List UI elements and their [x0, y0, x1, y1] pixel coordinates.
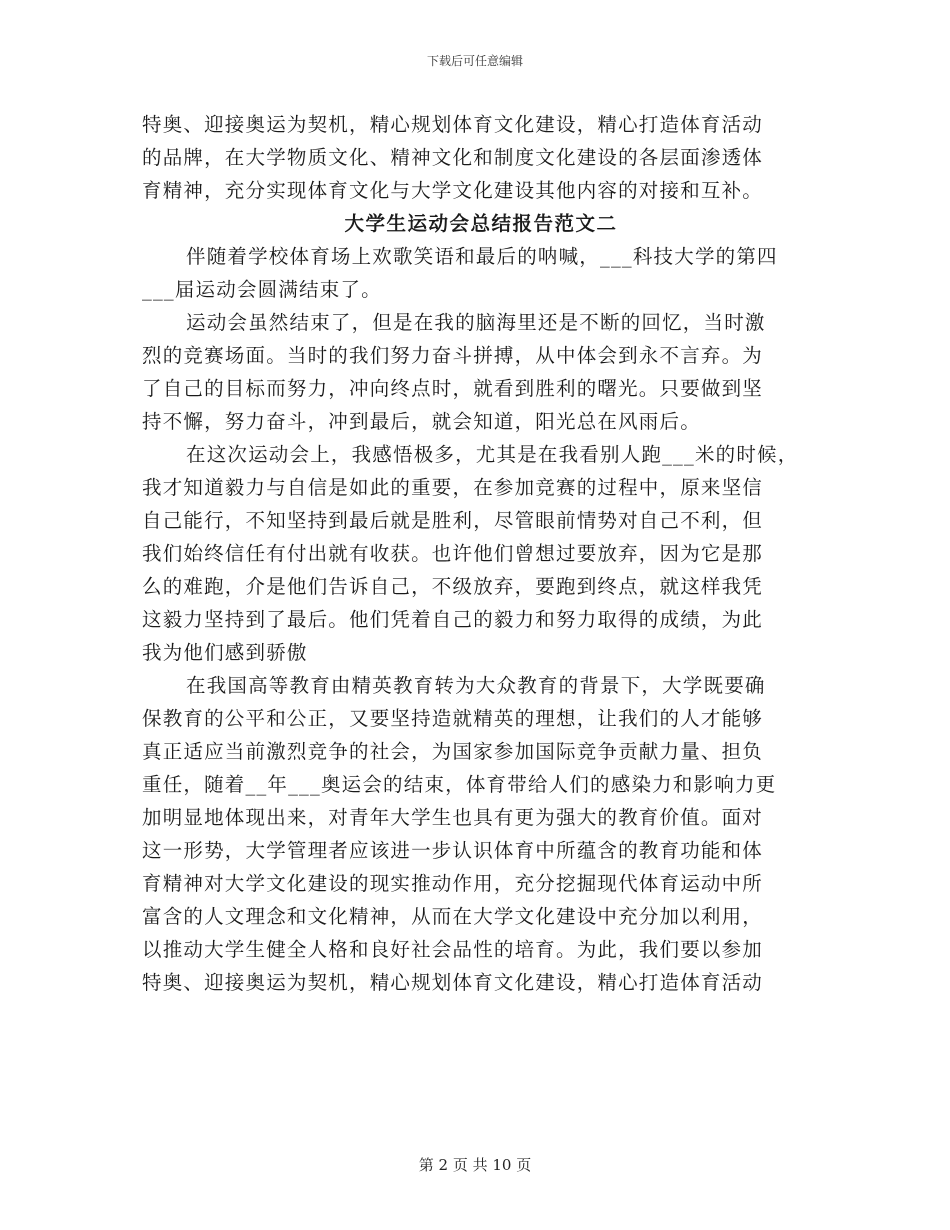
page-header: 下载后可任意编辑	[426, 54, 523, 68]
body-line: 运动会虽然结束了，但是在我的脑海里还是不断的回忆，当时激	[186, 311, 766, 334]
body-line: 加明显地体现出来，对青年大学生也具有更为强大的教育价值。面对	[142, 806, 764, 829]
document-body	[142, 108, 822, 999]
body-line: 特奥、迎接奥运为契机，精心规划体育文化建设，精心打造体育活动	[142, 971, 764, 994]
body-line: 保教育的公平和公正，又要坚持造就精英的理想，让我们的人才能够	[142, 707, 764, 730]
body-line: 育精神对大学文化建设的现实推动作用，充分挖掘现代体育运动中所	[142, 872, 764, 895]
body-line: 富含的人文理念和文化精神，从而在大学文化建设中充分加以利用，	[142, 905, 764, 928]
body-line: 这毅力坚持到了最后。他们凭着自己的毅力和努力取得的成绩，为此	[142, 608, 764, 631]
body-line: 伴随着学校体育场上欢歌笑语和最后的呐喊，___科技大学的第四	[186, 245, 778, 268]
body-line: 真正适应当前激烈竞争的社会，为国家参加国际竞争贡献力量、担负	[142, 740, 764, 763]
body-line: 自己能行，不知坚持到最后就是胜利，尽管眼前情势对自己不利，但	[142, 509, 764, 532]
body-line: 烈的竞赛场面。当时的我们努力奋斗拼搏，从中体会到永不言弃。为	[142, 344, 764, 367]
body-line: 我们始终信任有付出就有收获。也许他们曾想过要放弃，因为它是那	[142, 542, 764, 565]
body-line: 以推动大学生健全人格和良好社会品性的培育。为此，我们要以参加	[142, 938, 764, 961]
section-title: 大学生运动会总结报告范文二	[344, 212, 618, 235]
body-line: 在这次运动会上，我感悟极多，尤其是在我看别人跑___米的时候，	[186, 443, 799, 466]
body-line: 在我国高等教育由精英教育转为大众教育的背景下，大学既要确	[186, 674, 766, 697]
body-line: 育精神，充分实现体育文化与大学文化建设其他内容的对接和互补。	[142, 179, 764, 202]
body-line: 重任，随着__年___奥运会的结束，体育带给人们的感染力和影响力更	[142, 773, 777, 796]
body-line: 特奥、迎接奥运为契机，精心规划体育文化建设，精心打造体育活动	[142, 113, 764, 136]
body-line: 我为他们感到骄傲	[142, 641, 308, 664]
body-line: 的品牌，在大学物质文化、精神文化和制度文化建设的各层面渗透体	[142, 146, 764, 169]
body-line: 了自己的目标而努力，冲向终点时，就看到胜利的曙光。只要做到坚	[142, 377, 764, 400]
page-footer: 第 2 页 共 10 页	[418, 1156, 532, 1174]
body-line: 么的难跑，介是他们告诉自己，不级放弃，要跑到终点，就这样我凭	[142, 575, 764, 598]
body-line: ___届运动会圆满结束了。	[142, 278, 382, 301]
body-line: 这一形势，大学管理者应该进一步认识体育中所蕴含的教育功能和体	[142, 839, 764, 862]
body-line: 持不懈，努力奋斗，冲到最后，就会知道，阳光总在风雨后。	[142, 410, 701, 433]
body-line: 我才知道毅力与自信是如此的重要，在参加竞赛的过程中，原来坚信	[142, 476, 764, 499]
